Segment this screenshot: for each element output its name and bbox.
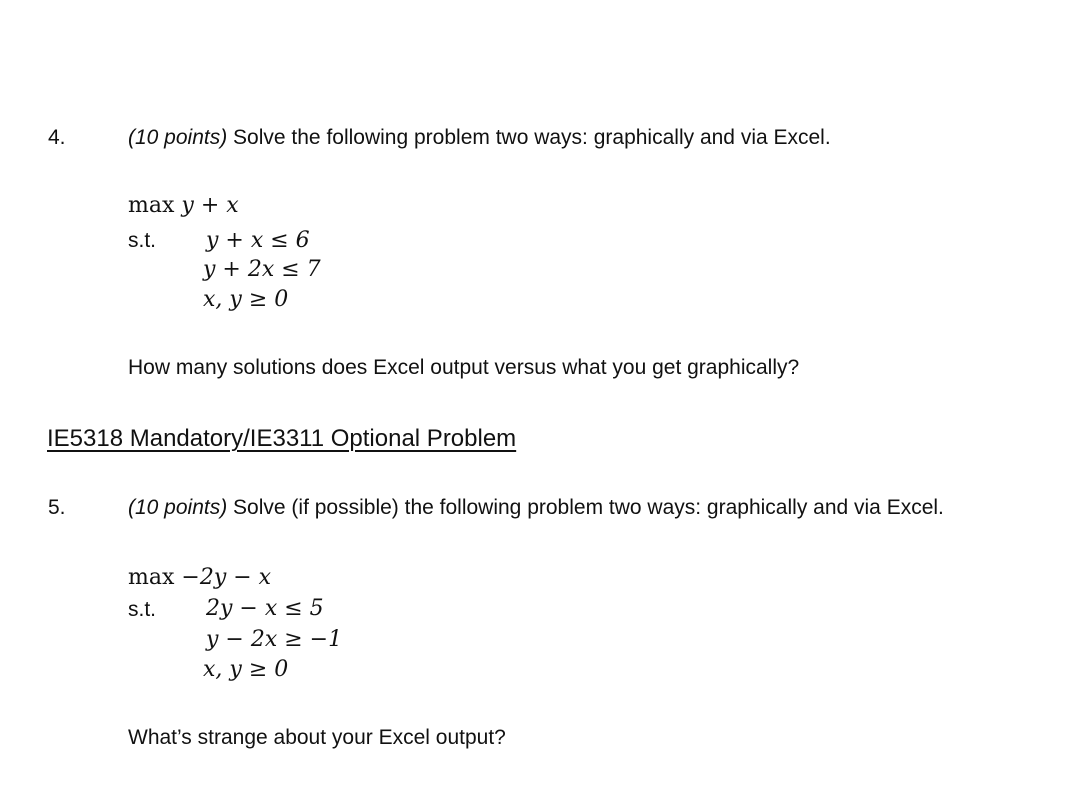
problem-5-st-label: s.t. [128, 598, 157, 621]
problem-4-constraint-1: y + x ≤ 6 [206, 228, 310, 253]
problem-5-constraint-1: 2y − x ≤ 5 [206, 596, 324, 621]
problem-4-constraint-3: x, y ≥ 0 [203, 287, 289, 312]
problem-5-objective-expr: −2y − x [181, 565, 272, 590]
problem-5-number: 5. [48, 496, 66, 519]
problem-4-objective [128, 193, 239, 218]
section-heading: IE5318 Mandatory/IE3311 Optional Problem [47, 425, 517, 452]
problem-4-objective-keyword: max [128, 193, 175, 218]
problem-5-objective [128, 565, 271, 590]
problem-5-constraint-3: x, y ≥ 0 [203, 657, 289, 682]
problem-5-statement [128, 496, 944, 520]
problem-4-number: 4. [48, 126, 66, 149]
problem-5-constraint-2: y − 2x ≥ −1 [206, 627, 343, 652]
problem-5-objective-keyword: max [128, 565, 175, 590]
problem-4-prompt: Solve the following problem two ways: graphically and via Excel. [227, 126, 831, 149]
problem-4-st-label: s.t. [128, 229, 157, 252]
problem-4-points: (10 points) [128, 126, 228, 149]
problem-4-constraint-2: y + 2x ≤ 7 [203, 257, 321, 282]
problem-5-question: What’s strange about your Excel output? [128, 726, 506, 749]
problem-5-points: (10 points) [128, 496, 228, 519]
problem-4-statement [128, 126, 831, 150]
problem-5-prompt: Solve (if possible) the following problem two ways: graphically and via Excel. [227, 496, 944, 519]
problem-4-question: How many solutions does Excel output versus what you get graphically? [128, 356, 800, 379]
problem-4-objective-expr: y + x [181, 193, 239, 218]
